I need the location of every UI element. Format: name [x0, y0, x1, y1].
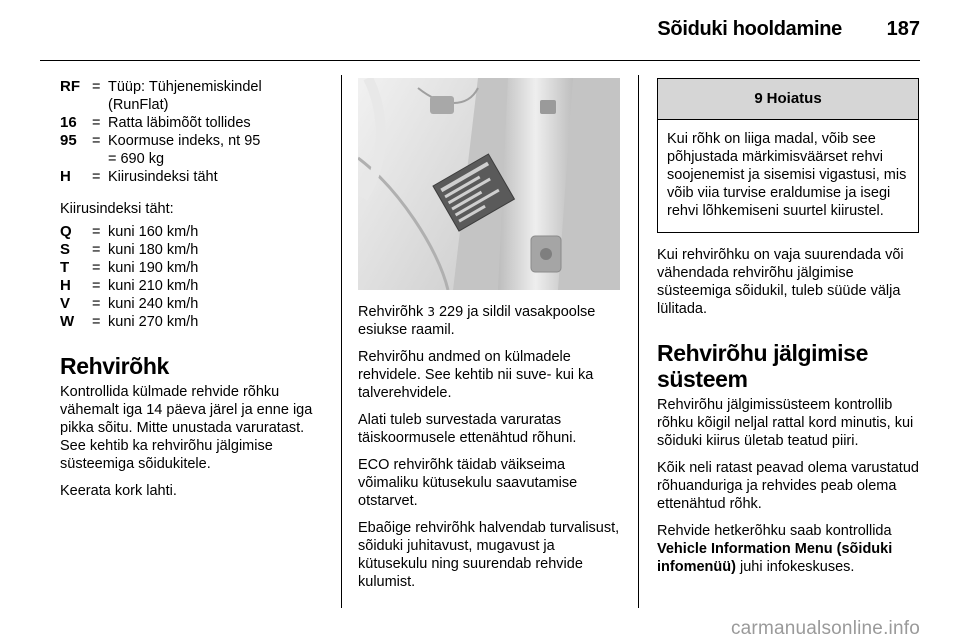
- speed-value: kuni 180 km/h: [108, 242, 199, 258]
- list-item: [60, 132, 322, 168]
- paragraph: Kui rehvirõhku on vaja suurendada või vähendada rehvirõhu jälgimise süsteemiga sõidukil, tuleb süüde välja lülitada.: [657, 247, 904, 317]
- menu-name: Vehicle Information Menu (sõiduki infomenüü): [657, 541, 893, 575]
- speed-value: kuni 160 km/h: [108, 224, 199, 240]
- equals-sign: =: [92, 115, 101, 131]
- equals-sign: =: [92, 278, 101, 294]
- page-number: 187: [886, 18, 920, 40]
- list-item: [60, 168, 322, 186]
- equals-sign: =: [92, 242, 101, 258]
- code-key: H: [60, 168, 71, 185]
- equals-sign: =: [92, 260, 101, 276]
- header-rule: [40, 60, 920, 61]
- paragraph: Keerata kork lahti.: [60, 483, 177, 499]
- code-key: 95: [60, 132, 77, 149]
- speed-value: kuni 210 km/h: [108, 278, 199, 294]
- equals-sign: =: [92, 79, 101, 95]
- caption-text: 229 ja sildil vasakpoolse esiukse raamil.: [358, 304, 596, 338]
- equals-sign: =: [92, 133, 101, 149]
- speed-key: S: [60, 241, 71, 258]
- column-2: [358, 78, 620, 600]
- paragraph-text: Rehvide hetkerõhku saab kontrollida: [657, 523, 892, 539]
- tire-code-list: [60, 78, 322, 186]
- column-1: [60, 78, 322, 509]
- speed-value: kuni 240 km/h: [108, 296, 199, 312]
- speed-value: kuni 190 km/h: [108, 260, 199, 276]
- list-item: [60, 259, 322, 277]
- speed-value: kuni 270 km/h: [108, 314, 199, 330]
- list-item: [60, 295, 322, 313]
- section-heading-tpms: Rehvirõhu jälgimise süsteem: [657, 340, 868, 392]
- column-divider-2: [638, 75, 639, 608]
- watermark: carmanualsonline.info: [730, 618, 920, 639]
- speed-key: T: [60, 259, 70, 276]
- warning-title: Hoiatus: [766, 90, 822, 107]
- paragraph: Kontrollida külmade rehvide rõhku vähemalt iga 14 päeva järel ja enne iga pikka sõitu. Mitte unustada varuratast. See kehtib ka rehvirõhu jälgimise süsteemiga sõidukitele.: [60, 384, 313, 472]
- list-item: [60, 223, 322, 241]
- column-divider-1: [341, 75, 342, 608]
- paragraph: Ebaõige rehvirõhk halvendab turvalisust, sõiduki juhitavust, mugavust ja kütusekulu ning suurendab rehvide kulumist.: [358, 520, 620, 590]
- column-3: [657, 78, 919, 585]
- warning-box: [657, 78, 919, 233]
- illustration-caption: [358, 303, 620, 339]
- code-value-line: Ratta läbimõõt tollides: [108, 115, 251, 131]
- code-key: RF: [60, 78, 80, 95]
- list-item: [60, 313, 322, 331]
- code-value-line: Kiirusindeksi täht: [108, 169, 218, 185]
- list-item: [60, 277, 322, 295]
- code-value: [108, 132, 322, 168]
- speed-key: H: [60, 277, 71, 294]
- code-value: [108, 168, 322, 186]
- paragraph: ECO rehvirõhk täidab väikseima võimaliku kütusekulu saavutamise otstarvet.: [358, 457, 578, 509]
- page-header: [0, 0, 960, 62]
- section-title: Sõiduki hooldamine: [657, 18, 842, 40]
- equals-sign: =: [92, 314, 101, 330]
- code-value-line: = 690 kg: [108, 151, 165, 167]
- warning-header: [658, 79, 918, 120]
- code-value-line: Tüüp: Tühjenemiskindel: [108, 79, 262, 95]
- list-item: [60, 241, 322, 259]
- code-value-line: (RunFlat): [108, 97, 169, 113]
- door-frame-image: [358, 78, 620, 290]
- warning-triangle-icon: 9: [754, 90, 763, 107]
- speed-index-list: [60, 223, 322, 331]
- speed-key: Q: [60, 223, 72, 240]
- paragraph: Rehvirõhu jälgimissüsteem kontrollib rõhku kõigil neljal rattal kord minutis, kui sõiduki kiirus ületab teatud piiri.: [657, 397, 914, 449]
- speed-key: V: [60, 295, 71, 312]
- paragraph: Rehvirõhu andmed on külmadele rehvidele. See kehtib nii suve- kui ka talverehvidele.: [358, 349, 594, 401]
- speed-index-heading: Kiirusindeksi täht:: [60, 201, 174, 217]
- equals-sign: =: [92, 224, 101, 240]
- caption-text: Rehvirõhk: [358, 304, 428, 320]
- page-reference-icon: 3: [427, 305, 435, 319]
- code-value: [108, 78, 322, 114]
- paragraph: Alati tuleb survestada varuratas täiskoormusele ettenähtud rõhuni.: [358, 412, 577, 446]
- equals-sign: =: [92, 296, 101, 312]
- warning-text: Kui rõhk on liiga madal, võib see põhjustada märkimisväärset rehvi soojenemist ja sisemisi vigastusi, mis võib viia turvise eraldumise ja isegi rehvi lõhkemiseni suurtel kiirustel.: [667, 131, 907, 219]
- list-item: [60, 114, 322, 132]
- paragraph: Kõik neli ratast peavad olema varustatud rõhuanduriga ja rehvides peab olema ettenähtud rõhk.: [657, 460, 919, 512]
- code-value: [108, 114, 322, 132]
- code-value-line: Koormuse indeks, nt 95: [108, 133, 261, 149]
- section-heading-tire-pressure: Rehvirõhk: [60, 353, 169, 379]
- equals-sign: =: [92, 169, 101, 185]
- door-frame-label-illustration: [358, 78, 620, 290]
- speed-key: W: [60, 313, 75, 330]
- paragraph-text: juhi infokeskuses.: [735, 559, 855, 575]
- code-key: 16: [60, 114, 77, 131]
- list-item: [60, 78, 322, 114]
- paragraph: [657, 522, 919, 576]
